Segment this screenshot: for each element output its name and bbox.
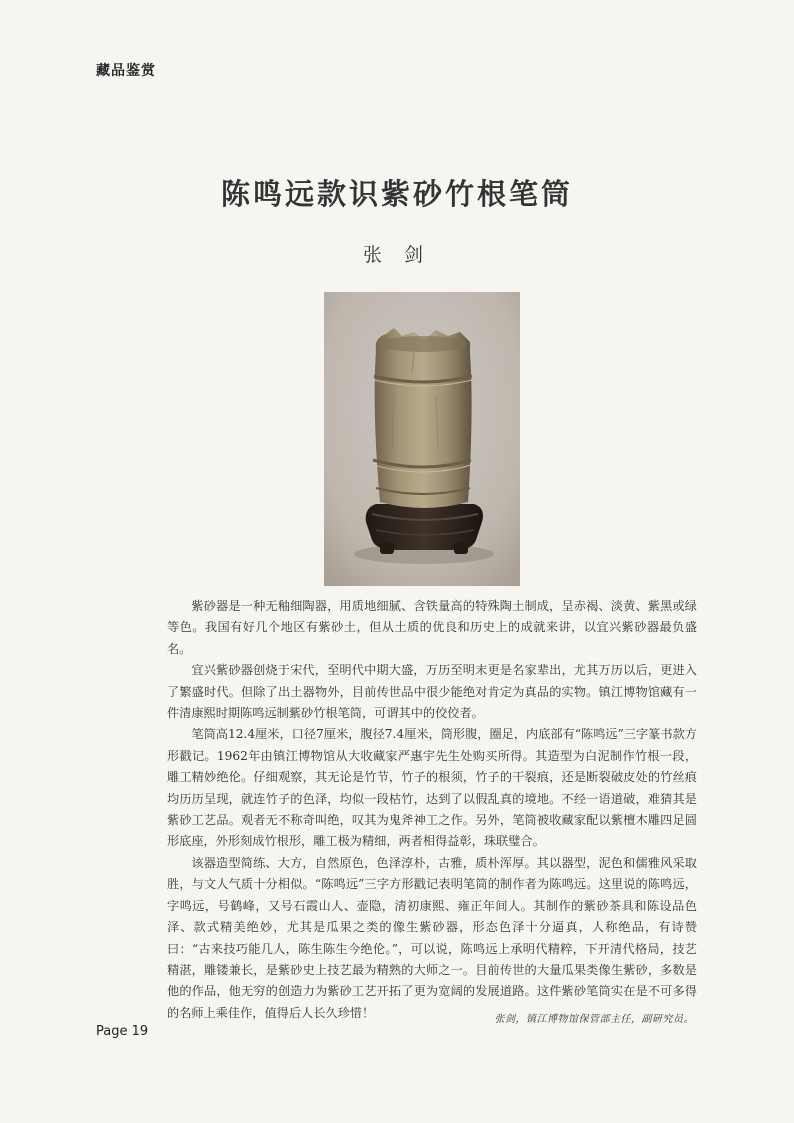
paragraph: 该器造型简练、大方，自然原色，色泽淳朴，古雅，质朴浑厚。其以器型，泥色和儒雅风采取胜，与文人气质十分相似。“陈鸣远”三字方形戳记表明笔筒的制作者为陈鸣远。这里说的陈鸣远，字鸣远，号鹤峰，又号石霞山人、壶隐，清初康熙、雍正年间人。其制作的紫砂茶具和陈设品色泽、款式精美绝妙，尤其是瓜果之类的像生紫砂器，形态色泽十分逼真，人称绝品，有诗赞曰：“古来技巧能几人，陈生陈生今绝伦。”，可以说，陈鸣远上承明代精粹，下开清代格局，技艺精湛，雕镂兼长，是紫砂史上技艺最为精熟的大师之一。目前传世的大量瓜果类像生紫砂，多数是他的作品，他无穷的创造力为紫砂工艺开拓了更为宽阔的发展道路。这件紫砂笔筒实在是不可多得的名师上乘佳作，值得后人长久珍惜！ [167,855,697,1020]
paragraph: 笔筒高12.4厘米，口径7厘米，腹径7.4厘米，筒形腹，圈足，内底部有“陈鸣远”三字篆书款方形戳记。1962年由镇江博物馆从大收藏家严惠宇先生处购买所得。其造型为白泥制作竹根一段，雕工精妙绝伦。仔细观察，其无论是竹节，竹子的根须，竹子的干裂痕，还是断裂破皮处的竹丝痕均历历呈现，就连竹子的色泽，均似一段枯竹，达到了以假乱真的境地。不经一语道破，难猜其是紫砂工艺品。观者无不称奇叫绝，叹其为鬼斧神工之作。另外，笔筒被收藏家配以紫檀木雕四足圆形底座，外形刻成竹根形，雕工极为精细，两者相得益彰，珠联璧合。 [167,727,697,849]
article-author: 张 剑 [362,244,432,266]
paragraph: 紫砂器是一种无釉细陶器，用质地细腻、含铁量高的特殊陶土制成，呈赤褐、淡黄、紫黑或绿等色。我国有好几个地区有紫砂土，但从土质的优良和历史上的成就来讲，以宜兴紫砂器最负盛名。 [167,599,697,656]
paragraph: 宜兴紫砂器创烧于宋代，至明代中期大盛，万历至明末更是名家辈出，尤其万历以后，更进入了繁盛时代。但除了出土器物外，目前传世品中很少能绝对肯定为真品的实物。镇江博物馆藏有一件清康熙时期陈鸣远制紫砂竹根笔筒，可谓其中的佼佼者。 [167,663,697,721]
article-body [167,596,697,1024]
brush-pot-photo [324,292,520,586]
section-label: 藏品鉴赏 [96,63,156,79]
article-title: 陈鸣远款识紫砂竹根笔筒 [220,177,573,211]
author-note: 张剑，镇江博物馆保管部主任，副研究员。 [494,1014,694,1025]
page-number: Page 19 [96,1024,149,1039]
